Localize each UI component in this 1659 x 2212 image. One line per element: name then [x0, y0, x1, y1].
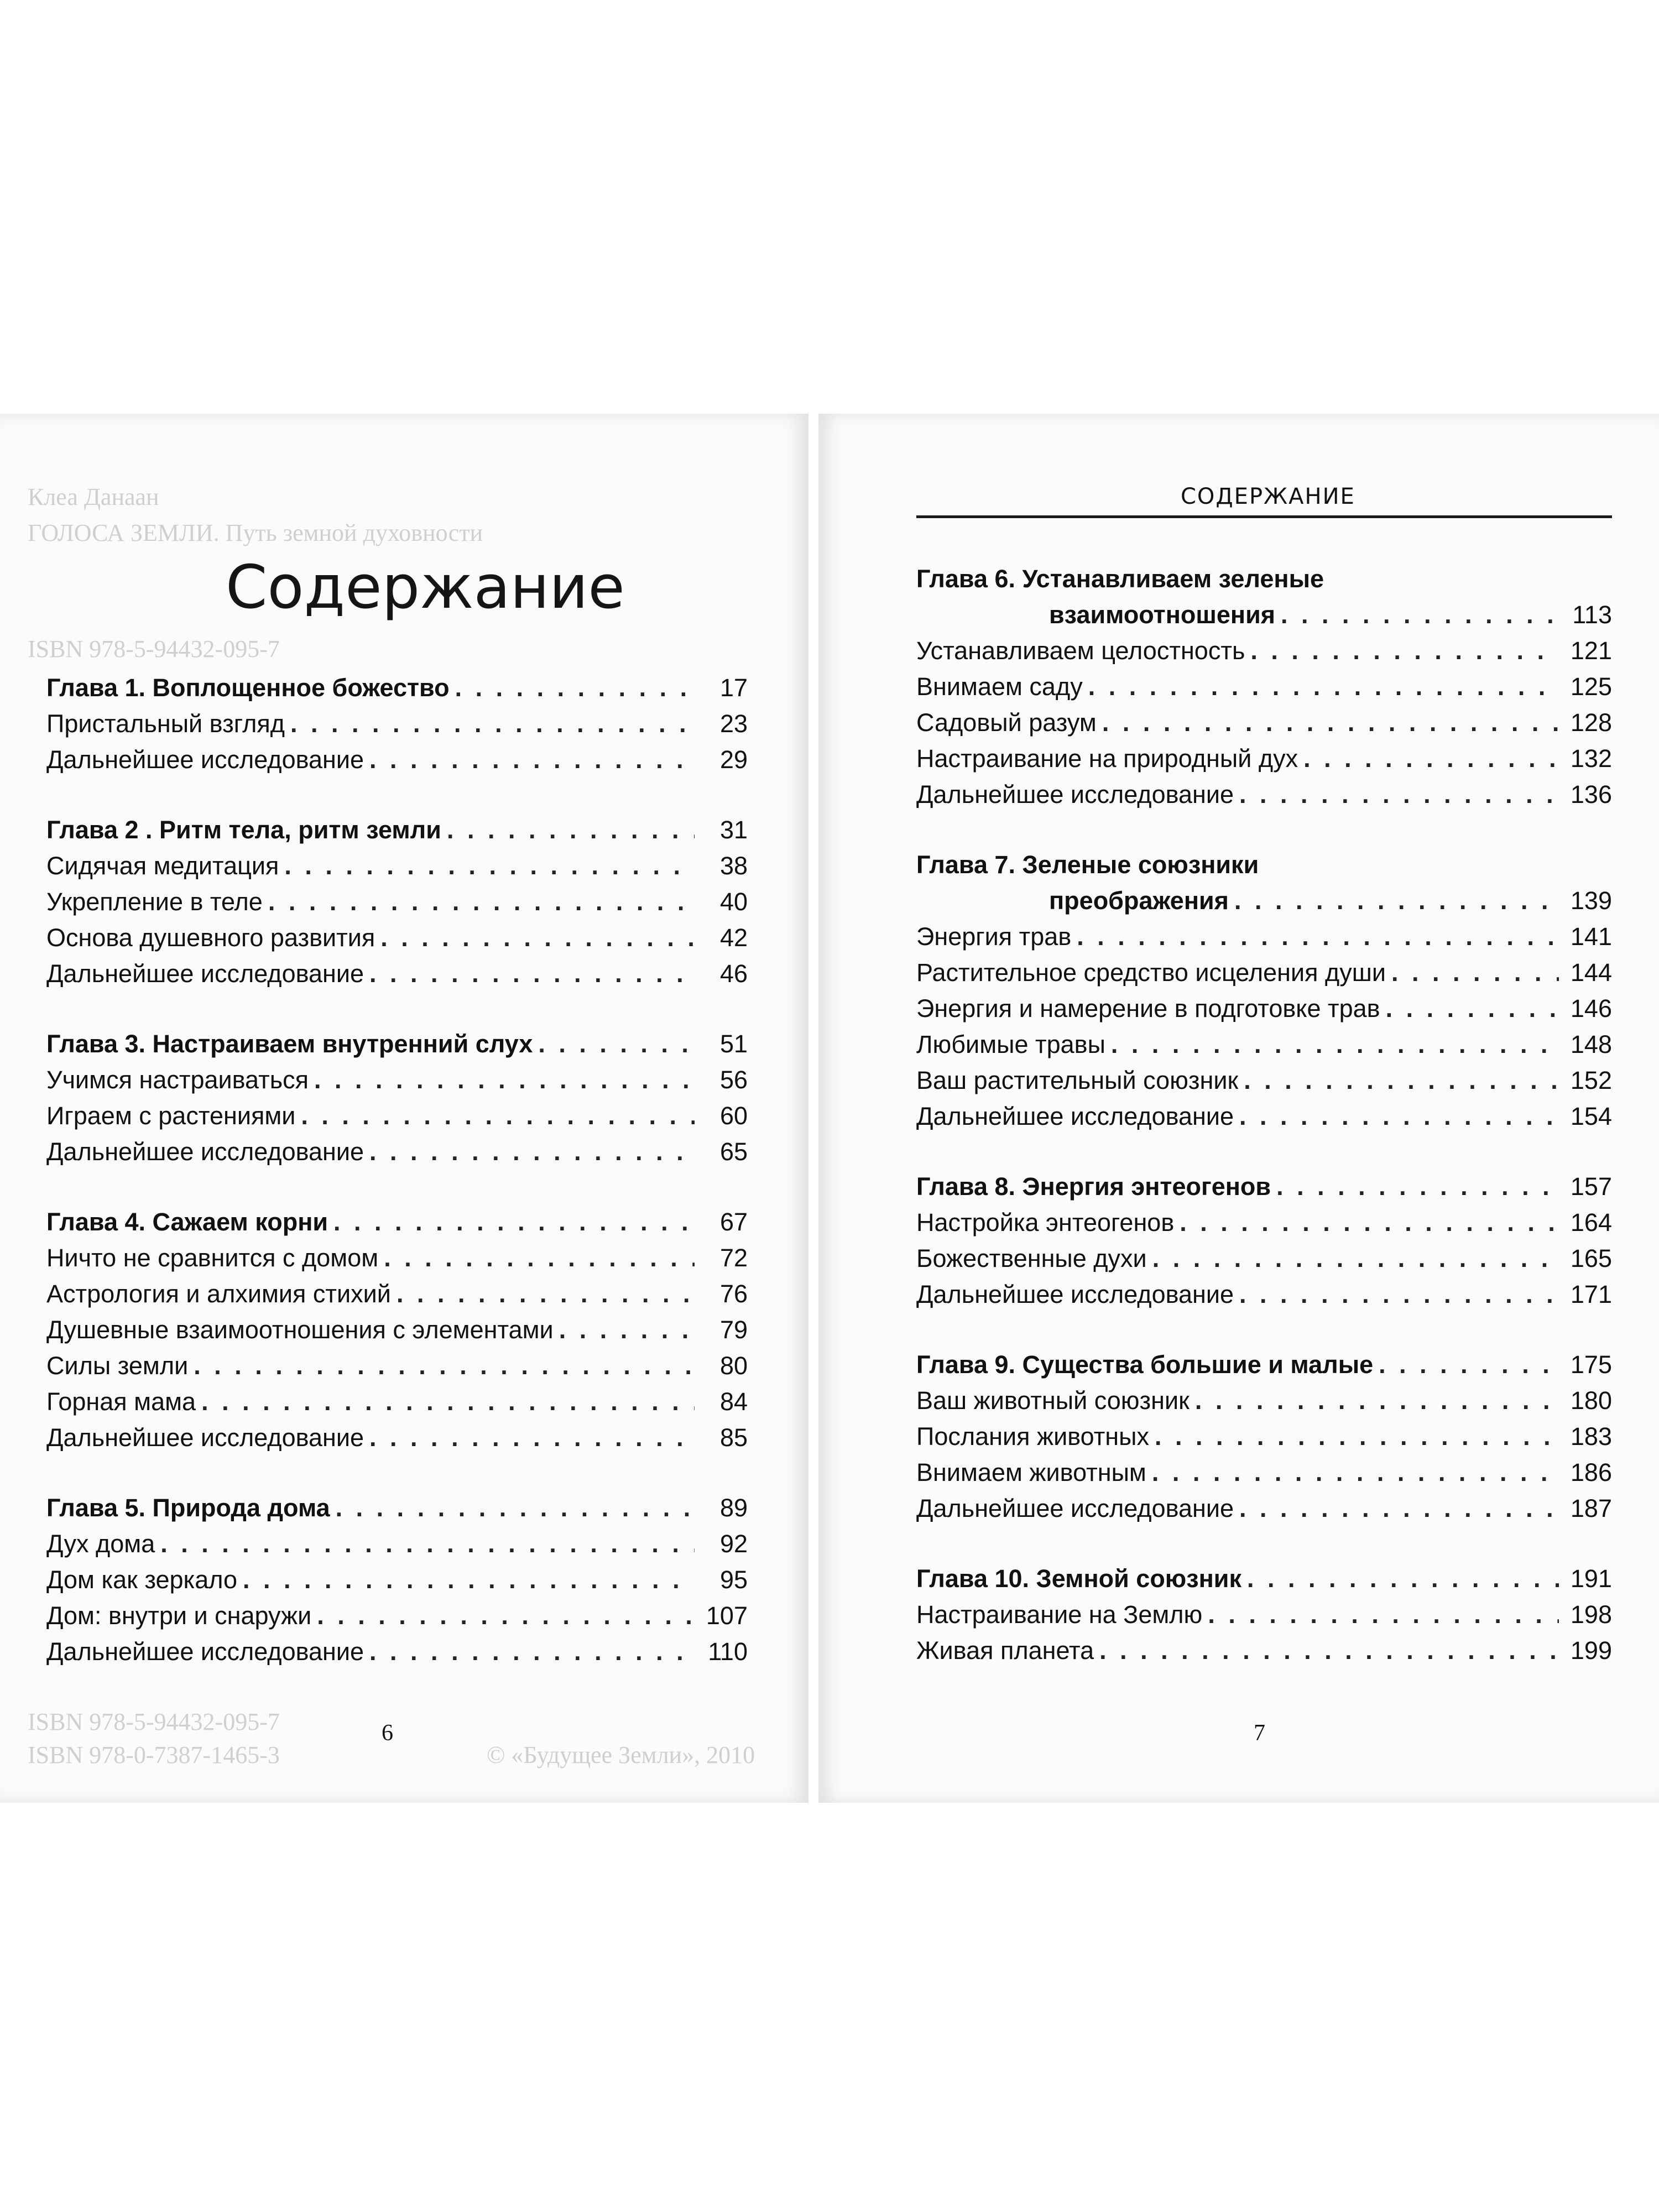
toc-chapter-entry	[46, 808, 748, 844]
dot-leader	[1155, 1422, 1559, 1451]
toc-section-entry	[916, 1023, 1612, 1059]
dot-leader	[1391, 958, 1559, 987]
toc-entry-label: Энергия и намерение в подготовке трав	[916, 994, 1380, 1022]
toc-entry-page: 165	[1570, 1244, 1612, 1272]
toc-entry-page: 95	[719, 1566, 748, 1594]
toc-chapter-entry	[916, 843, 1612, 879]
toc-entry-label: Играем с растениями	[46, 1102, 296, 1130]
toc-section-entry	[916, 1379, 1612, 1415]
toc-section-entry	[916, 665, 1612, 701]
toc-entry-label: Основа душевного развития	[46, 924, 375, 952]
toc-entry-page: 79	[719, 1316, 748, 1344]
toc-entry-label: Дальнейшее исследование	[46, 745, 364, 774]
toc-chapter-entry	[916, 1557, 1612, 1593]
toc-entry-page: 40	[719, 888, 748, 916]
toc-entry-label: Горная мама	[46, 1387, 196, 1416]
toc-section-entry	[46, 1272, 748, 1308]
toc-entry-page: 38	[719, 852, 748, 880]
toc-entry-label: Учимся настраиваться	[46, 1066, 309, 1094]
toc-section-entry	[916, 1237, 1612, 1273]
toc-section-entry	[916, 1273, 1612, 1309]
toc-entry-label: Глава 10. Земной союзник	[916, 1564, 1241, 1593]
dot-leader	[1102, 708, 1559, 737]
dot-leader	[1208, 1600, 1559, 1629]
toc-chapter-entry	[916, 1165, 1612, 1201]
dot-leader	[1281, 601, 1559, 629]
toc-entry-page: 148	[1570, 1030, 1612, 1058]
dot-leader	[455, 674, 695, 702]
toc-entry-page: 113	[1572, 601, 1612, 629]
toc-entry-label: Глава 2 . Ритм тела, ритм земли	[46, 816, 441, 844]
bleed-through-isbn-3: ISBN 978-0-7387-1465-3	[28, 1741, 280, 1768]
toc-entry-page: 23	[719, 709, 748, 738]
dot-leader	[1195, 1386, 1559, 1415]
dot-leader	[369, 1423, 695, 1452]
dot-leader	[1250, 637, 1559, 665]
dot-leader	[1244, 1066, 1559, 1095]
toc-entry-label: Внимаем животным	[916, 1458, 1146, 1486]
dot-leader	[369, 1637, 695, 1666]
toc-section-entry	[46, 1130, 748, 1166]
dot-leader	[1111, 1030, 1559, 1059]
dot-leader	[284, 852, 695, 880]
toc-entry-page: 84	[719, 1387, 748, 1416]
toc-section-entry	[916, 737, 1612, 773]
page-number-right: 7	[1254, 1720, 1265, 1746]
toc-section-entry	[46, 1522, 748, 1558]
toc-entry-page: 180	[1570, 1386, 1612, 1415]
toc-entry-page: 128	[1570, 708, 1612, 737]
toc-entry-label: Глава 4. Сажаем корни	[46, 1208, 328, 1236]
dot-leader	[1239, 1102, 1559, 1131]
toc-entry-page: 65	[719, 1138, 748, 1166]
toc-chapter-entry	[46, 666, 748, 702]
toc-entry-page: 85	[719, 1423, 748, 1452]
toc-section-entry	[916, 1059, 1612, 1095]
bleed-through-author: Клеа Данаан	[28, 483, 159, 510]
toc-entry-label: Глава 5. Природа дома	[46, 1494, 330, 1522]
dot-leader	[301, 1102, 695, 1130]
toc-section-entry	[46, 1630, 748, 1666]
dot-leader	[1088, 672, 1559, 701]
toc-section-entry	[916, 1095, 1612, 1131]
dot-leader	[1379, 1350, 1559, 1379]
toc-entry-page: 17	[719, 674, 748, 702]
toc-section-entry	[46, 702, 748, 738]
dot-leader	[369, 745, 695, 774]
dot-leader	[369, 959, 695, 988]
toc-entry-page: 76	[719, 1280, 748, 1308]
toc-entry-page: 191	[1570, 1564, 1612, 1593]
toc-chapter-entry	[46, 1022, 748, 1058]
dot-leader	[268, 888, 695, 916]
dot-leader	[1152, 1244, 1559, 1273]
toc-entry-page: 67	[719, 1208, 748, 1236]
toc-section-entry	[916, 773, 1612, 809]
toc-entry-label: Пристальный взгляд	[46, 709, 285, 738]
toc-section-entry	[916, 701, 1612, 737]
toc-entry-page: 152	[1570, 1066, 1612, 1094]
toc-entry-label: Укрепление в теле	[46, 888, 263, 916]
toc-section-entry	[46, 1558, 748, 1594]
toc-entry-label: Дальнейшее исследование	[46, 1637, 364, 1666]
dot-leader	[1239, 1280, 1559, 1309]
bleed-through-title: ГОЛОСА ЗЕМЛИ. Путь земной духовности	[28, 519, 483, 546]
toc-section-entry	[46, 1380, 748, 1416]
toc-entry-page: 199	[1570, 1636, 1612, 1665]
toc-section-entry	[46, 1094, 748, 1130]
toc-entry-page: 121	[1570, 637, 1612, 665]
dot-leader	[243, 1566, 695, 1594]
toc-entry-page: 186	[1570, 1458, 1612, 1486]
toc-entry-label: Дальнейшее исследование	[46, 1138, 364, 1166]
toc-entry-page: 139	[1570, 886, 1612, 915]
toc-entry-page: 80	[719, 1352, 748, 1380]
toc-chapter-entry	[46, 1201, 748, 1237]
dot-leader	[1247, 1564, 1559, 1593]
toc-section-entry	[46, 880, 748, 916]
toc-entry-label: Божественные духи	[916, 1244, 1147, 1272]
toc-chapter-entry	[916, 557, 1612, 593]
toc-entry-page: 187	[1570, 1494, 1612, 1522]
toc-section-entry	[916, 1201, 1612, 1237]
dot-leader	[1386, 994, 1559, 1023]
dot-leader	[1152, 1458, 1559, 1487]
toc-section-entry	[46, 952, 748, 988]
toc-section-entry	[916, 987, 1612, 1023]
toc-section-entry	[46, 1416, 748, 1452]
toc-entry-page: 141	[1570, 922, 1612, 951]
dot-leader	[336, 1494, 695, 1522]
toc-section-entry	[916, 1593, 1612, 1629]
toc-entry-label: Настраивание на Землю	[916, 1600, 1203, 1629]
dot-leader	[369, 1138, 695, 1166]
toc-section-entry	[46, 1594, 748, 1630]
toc-entry-page: 29	[719, 745, 748, 774]
toc-entry-label: Дальнейшее исследование	[46, 1423, 364, 1452]
toc-entry-page: 154	[1570, 1102, 1612, 1130]
toc-entry-label: Дальнейшее исследование	[46, 959, 364, 988]
toc-entry-page: 51	[719, 1030, 748, 1058]
toc-entry-label: Ваш животный союзник	[916, 1386, 1190, 1415]
toc-chapter-entry	[46, 1486, 748, 1522]
toc-entry-label: Дальнейшее исследование	[916, 1494, 1234, 1522]
toc-right	[916, 557, 1612, 1665]
toc-section-entry	[916, 629, 1612, 665]
toc-entry-label: Энергия трав	[916, 922, 1072, 951]
toc-entry-label: Глава 9. Существа большие и малые	[916, 1350, 1374, 1379]
toc-entry-label: взаимоотношения	[1049, 601, 1276, 629]
toc-entry-label: Глава 7. Зеленые союзники	[916, 851, 1259, 879]
toc-entry-label: Глава 6. Устанавливаем зеленые	[916, 565, 1324, 593]
toc-section-entry	[46, 1344, 748, 1380]
toc-section-entry	[46, 1308, 748, 1344]
toc-left	[46, 666, 748, 1666]
toc-entry-label: Любимые травы	[916, 1030, 1105, 1058]
toc-entry-label: Послания животных	[916, 1422, 1149, 1451]
toc-entry-page: 42	[719, 924, 748, 952]
bleed-through-isbn-2: ISBN 978-5-94432-095-7	[28, 1708, 280, 1735]
toc-entry-label: Глава 3. Настраиваем внутренний слух	[46, 1030, 533, 1058]
toc-entry-label: Настраивание на природный дух	[916, 744, 1298, 773]
toc-entry-page: 144	[1570, 958, 1612, 987]
toc-entry-label: Ваш растительный союзник	[916, 1066, 1239, 1094]
toc-entry-label: Силы земли	[46, 1352, 189, 1380]
dot-leader	[397, 1280, 695, 1308]
bleed-through-copyright: © «Будущее Земли», 2010	[487, 1741, 755, 1768]
toc-section-entry	[916, 951, 1612, 987]
toc-entry-label: Дальнейшее исследование	[916, 1102, 1234, 1130]
toc-entry-label: Сидячая медитация	[46, 852, 279, 880]
toc-entry-page: 183	[1570, 1422, 1612, 1451]
dot-leader	[314, 1066, 695, 1094]
toc-section-entry	[916, 1415, 1612, 1451]
dot-leader	[333, 1208, 695, 1237]
dot-leader	[384, 1244, 695, 1272]
toc-entry-label: Дальнейшее исследование	[916, 1280, 1234, 1308]
toc-section-entry	[916, 915, 1612, 951]
toc-entry-page: 171	[1570, 1280, 1612, 1308]
toc-entry-label: Растительное средство исцеления души	[916, 958, 1386, 987]
toc-entry-label: Ничто не сравнится с домом	[46, 1244, 379, 1272]
toc-chapter-entry	[916, 593, 1612, 629]
dot-leader	[317, 1601, 695, 1630]
toc-chapter-entry	[916, 879, 1612, 915]
dot-leader	[1180, 1208, 1559, 1237]
toc-section-entry	[46, 844, 748, 880]
toc-entry-page: 89	[719, 1494, 748, 1522]
dot-leader	[380, 924, 695, 952]
toc-entry-page: 136	[1570, 780, 1612, 808]
dot-leader	[160, 1530, 695, 1558]
toc-entry-page: 198	[1570, 1600, 1612, 1629]
toc-entry-page: 146	[1570, 994, 1612, 1022]
toc-entry-page: 110	[708, 1637, 748, 1666]
toc-entry-label: Астрология и алхимия стихий	[46, 1280, 391, 1308]
toc-section-entry	[46, 1058, 748, 1094]
toc-section-entry	[46, 738, 748, 774]
toc-entry-page: 125	[1570, 672, 1612, 701]
toc-entry-label: Живая планета	[916, 1636, 1094, 1665]
toc-entry-page: 157	[1570, 1172, 1612, 1201]
toc-entry-label: преображения	[1049, 886, 1229, 915]
dot-leader	[1099, 1636, 1559, 1665]
header-rule	[916, 515, 1612, 518]
toc-entry-page: 60	[719, 1102, 748, 1130]
dot-leader	[1239, 1494, 1559, 1523]
page-number-left: 6	[382, 1720, 393, 1746]
toc-title: Содержание	[226, 553, 625, 622]
dot-leader	[447, 816, 695, 844]
dot-leader	[1276, 1172, 1559, 1201]
running-head: СОДЕРЖАНИЕ	[1181, 484, 1355, 509]
toc-entry-page: 92	[719, 1530, 748, 1558]
toc-entry-label: Дальнейшее исследование	[916, 780, 1234, 808]
toc-entry-label: Глава 1. Воплощенное божество	[46, 674, 450, 702]
toc-entry-page: 164	[1570, 1208, 1612, 1237]
bleed-through-isbn: ISBN 978-5-94432-095-7	[28, 635, 280, 662]
toc-entry-page: 56	[719, 1066, 748, 1094]
toc-entry-label: Душевные взаимоотношения с элементами	[46, 1316, 554, 1344]
toc-entry-label: Устанавливаем целостность	[916, 637, 1245, 665]
dot-leader	[1234, 886, 1559, 915]
toc-entry-label: Глава 8. Энергия энтеогенов	[916, 1172, 1271, 1201]
toc-entry-page: 175	[1570, 1350, 1612, 1379]
dot-leader	[201, 1387, 695, 1416]
toc-section-entry	[916, 1629, 1612, 1665]
dot-leader	[1077, 922, 1559, 951]
toc-section-entry	[916, 1451, 1612, 1487]
dot-leader	[194, 1352, 695, 1380]
toc-section-entry	[916, 1487, 1612, 1523]
toc-entry-label: Дух дома	[46, 1530, 155, 1558]
toc-entry-page: 46	[719, 959, 748, 988]
dot-leader	[538, 1030, 695, 1058]
toc-entry-label: Дом как зеркало	[46, 1566, 238, 1594]
toc-entry-page: 31	[719, 816, 748, 844]
toc-entry-label: Дом: внутри и снаружи	[46, 1601, 312, 1630]
toc-section-entry	[46, 916, 748, 952]
toc-entry-page: 132	[1570, 744, 1612, 773]
toc-entry-page: 107	[706, 1601, 748, 1630]
toc-entry-page: 72	[719, 1244, 748, 1272]
dot-leader	[290, 709, 695, 738]
dot-leader	[1303, 744, 1559, 773]
toc-entry-label: Садовый разум	[916, 708, 1097, 737]
toc-chapter-entry	[916, 1343, 1612, 1379]
toc-section-entry	[46, 1237, 748, 1272]
dot-leader	[559, 1316, 695, 1344]
toc-entry-label: Внимаем саду	[916, 672, 1083, 701]
dot-leader	[1239, 780, 1559, 809]
toc-entry-label: Настройка энтеогенов	[916, 1208, 1175, 1237]
